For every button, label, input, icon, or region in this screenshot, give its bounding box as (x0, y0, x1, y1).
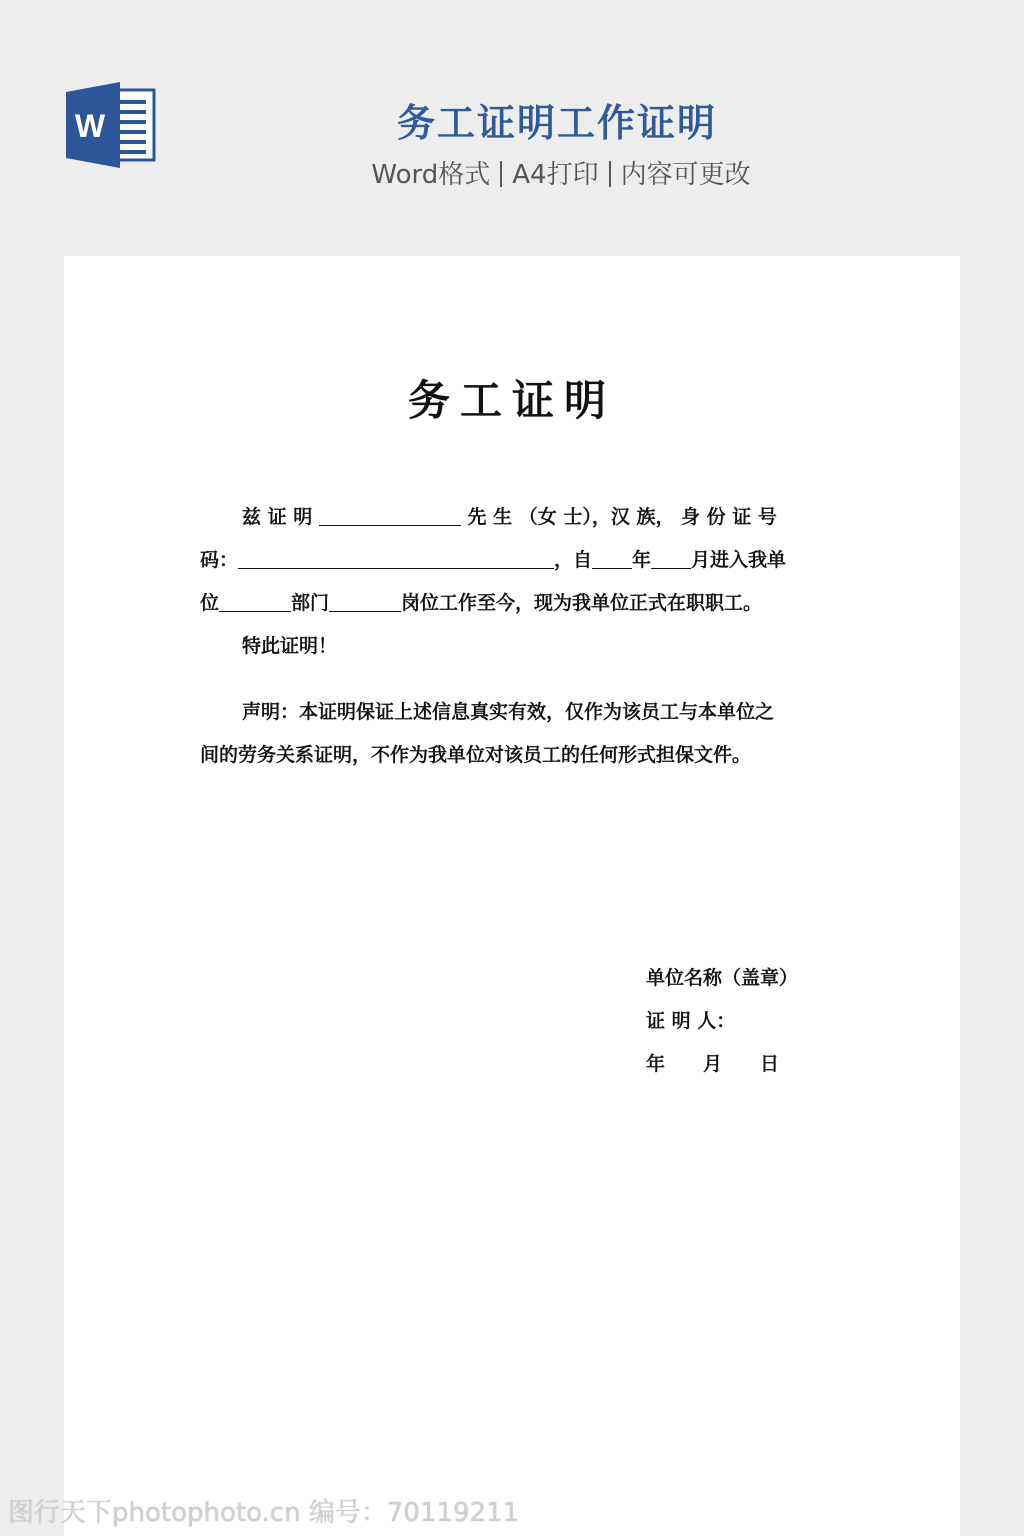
subtitle-print: A4打印 (512, 160, 599, 190)
document-page (64, 256, 960, 1536)
paragraph-2: 特此证明！ (242, 635, 338, 657)
signature-person: 证 明 人： (646, 1010, 736, 1032)
text-month-join: 月进入我单 (691, 549, 787, 571)
text-position: 岗位工作至今，现为我单位正式在职职工。 (401, 592, 763, 614)
paragraph-1-line-2 (200, 545, 824, 572)
document-title: 务工证明 (407, 376, 616, 425)
text-from: ，自 (554, 549, 593, 571)
paragraph-1-line-1 (242, 502, 866, 529)
text-gender-id: 先 生 （女 士），汉 族， 身 份 证 号 (467, 506, 777, 528)
year-blank (592, 550, 632, 569)
text-department: 部门 (291, 592, 330, 614)
text-certify: 兹 证 明 (242, 506, 313, 528)
subtitle-separator (500, 161, 502, 187)
month-blank (651, 550, 691, 569)
name-blank (319, 507, 461, 526)
paragraph-1-line-3 (200, 588, 824, 615)
id-number-blank (238, 550, 554, 569)
text-code: 码： (200, 549, 239, 571)
declaration-line-1: 声明：本证明保证上述信息真实有效，仅作为该员工与本单位之 (242, 701, 775, 723)
header-subtitle (0, 154, 1024, 191)
signature-unit: 单位名称（盖章） (646, 967, 799, 989)
subtitle-format: Word格式 (371, 160, 491, 190)
text-unit: 位 (200, 592, 220, 614)
header-title: 务工证明工作证明 (396, 101, 717, 145)
subtitle-separator (609, 161, 611, 187)
department-blank (219, 593, 291, 612)
text-year: 年 (632, 549, 652, 571)
subtitle-editable: 内容可更改 (620, 160, 751, 190)
signature-date: 年 月 日 (646, 1053, 780, 1075)
watermark: 图行天下photophoto.cn 编号：70119211 (8, 1498, 520, 1528)
position-blank (329, 593, 401, 612)
svg-text:W: W (74, 108, 106, 144)
declaration-line-2: 间的劳务关系证明，不作为我单位对该员工的任何形式担保文件。 (200, 744, 752, 766)
